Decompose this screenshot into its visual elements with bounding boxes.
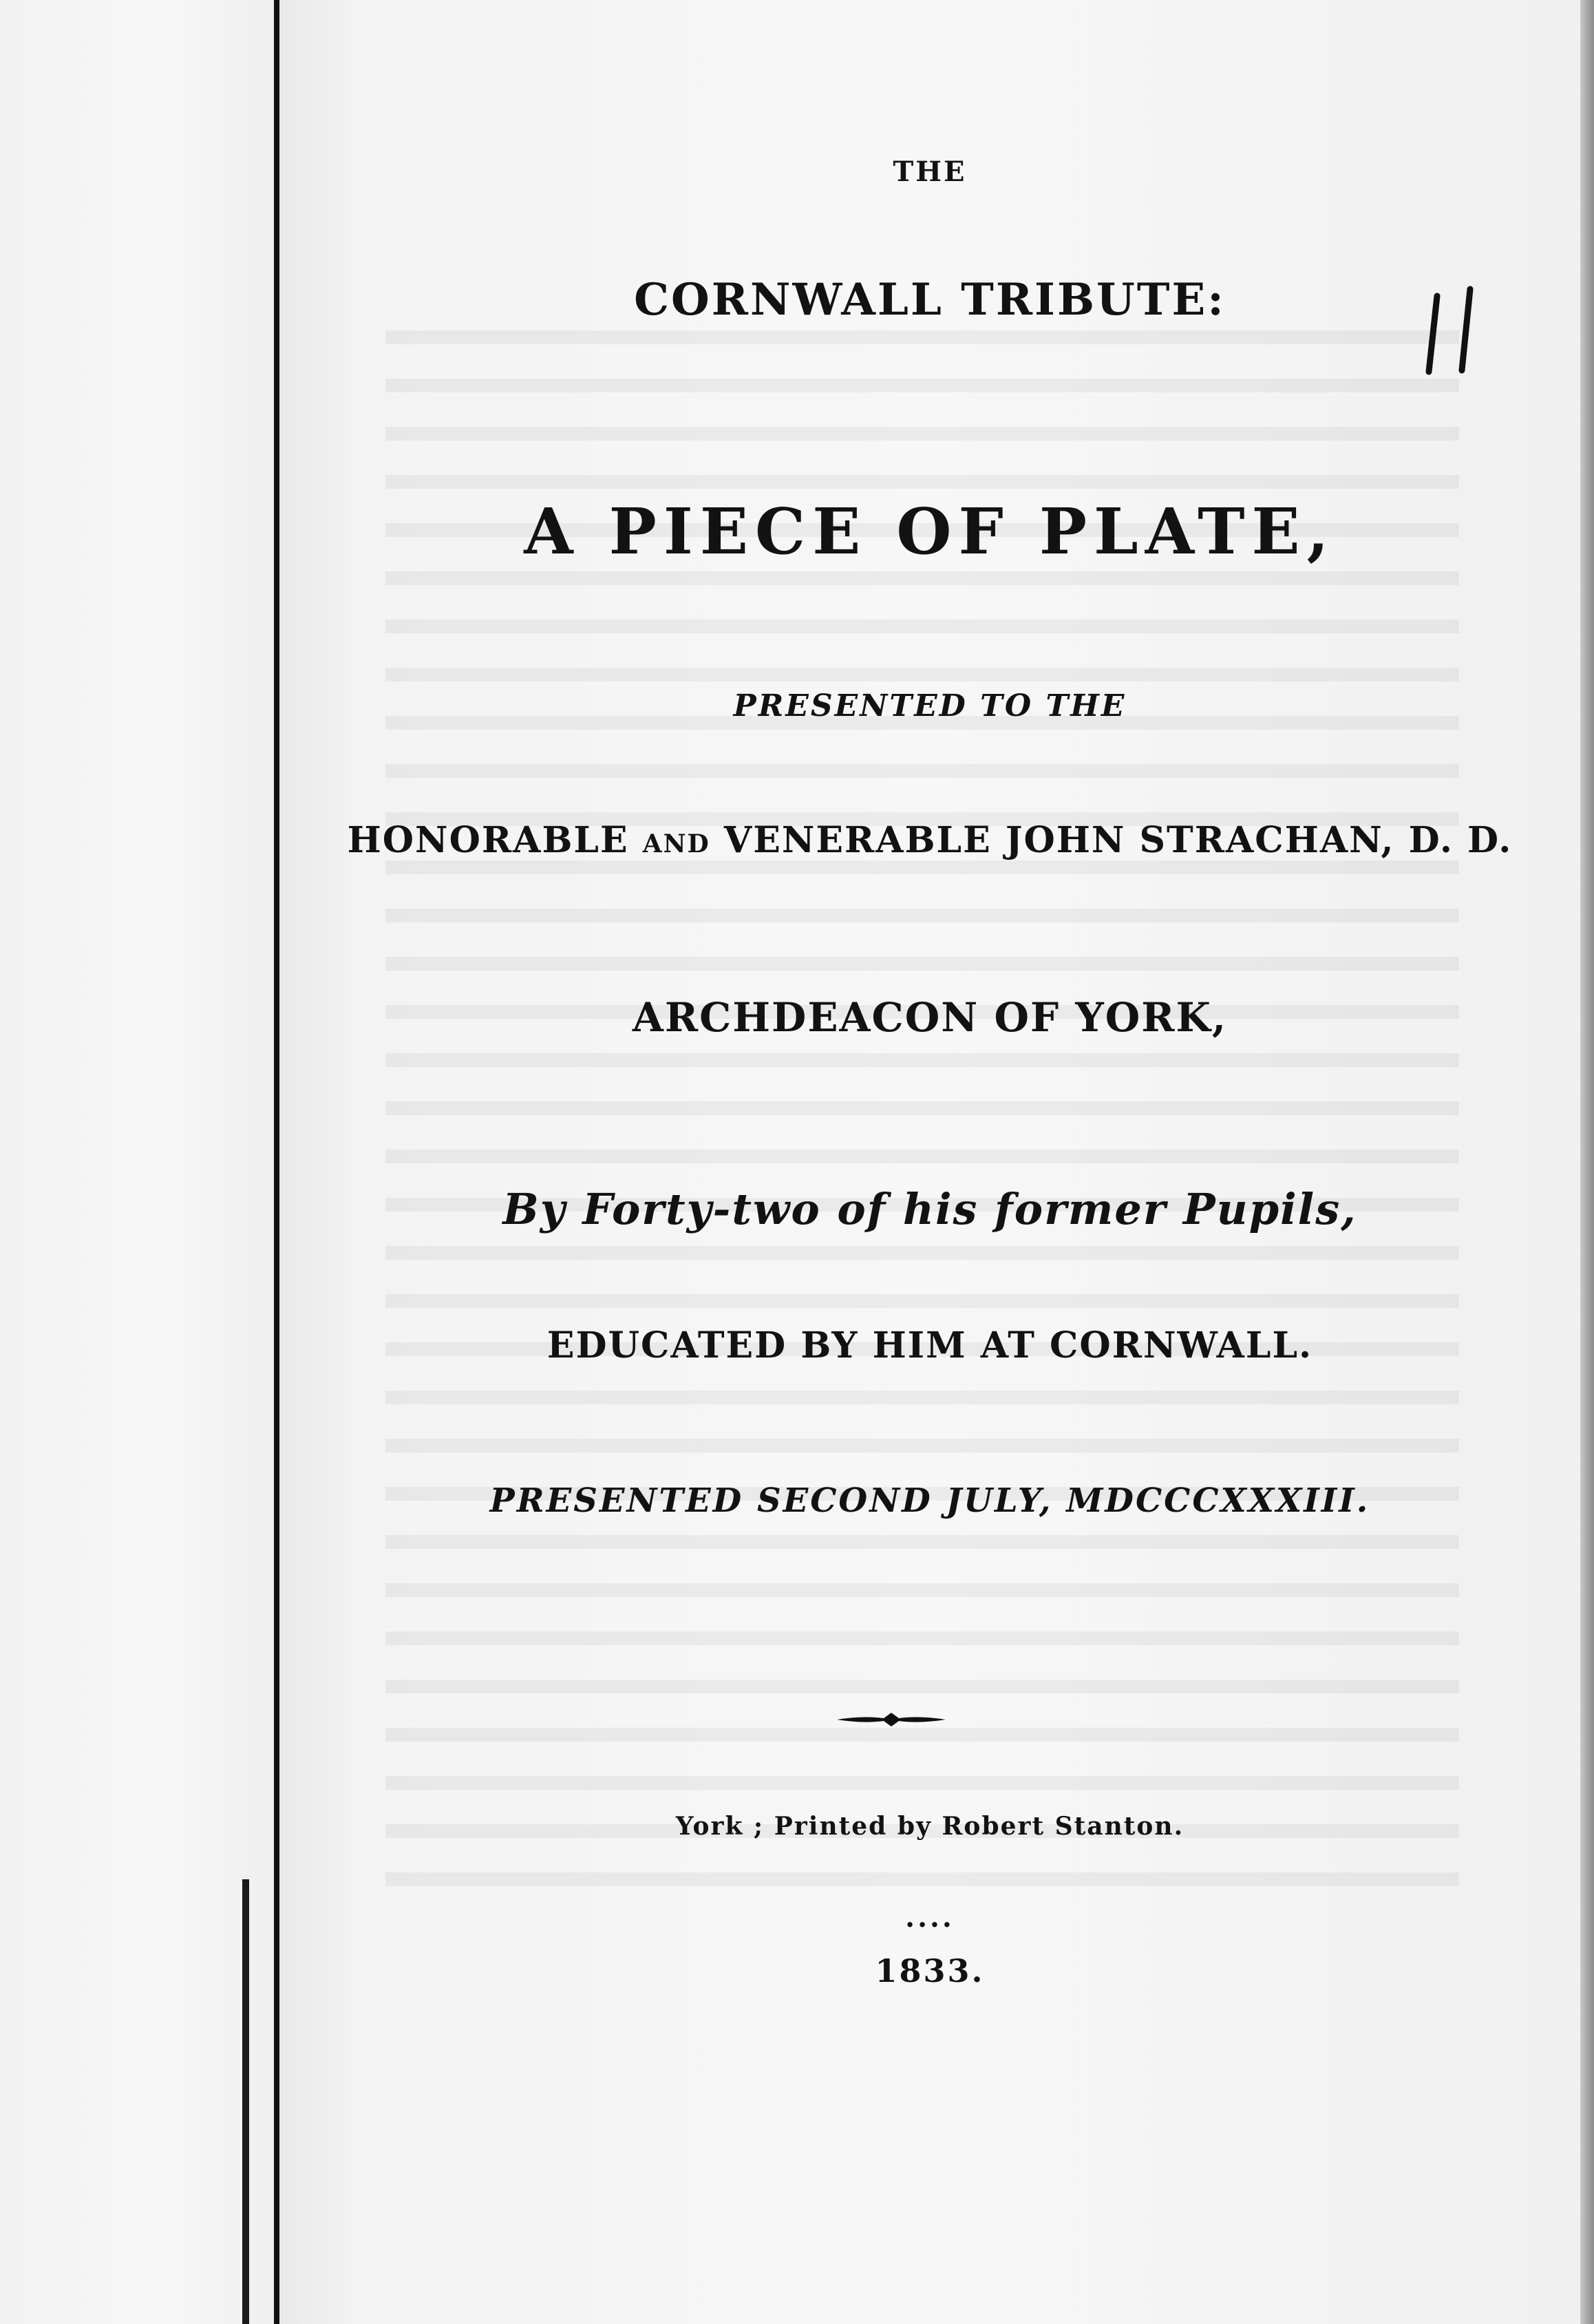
educated-line: EDUCATED BY HIM AT CORNWALL.: [546, 1324, 1313, 1366]
blackletter-pupils-line: By Forty-two of his former Pupils,: [502, 1184, 1357, 1234]
page-edge-shadow: [1580, 0, 1594, 2324]
honoree-conjunction: AND: [642, 830, 710, 858]
gutter-shadow: [242, 1879, 249, 2324]
imprint-dots: ....: [905, 1901, 955, 1934]
office-line: ARCHDEACON OF YORK,: [632, 994, 1228, 1041]
honoree-name: VENERABLE JOHN STRACHAN, D. D.: [723, 819, 1513, 861]
presentation-date: PRESENTED SECOND JULY, MDCCCXXXIII.: [489, 1481, 1370, 1520]
printer-imprint: York ; Printed by Robert Stanton.: [675, 1812, 1184, 1841]
presented-to-line: PRESENTED TO THE: [733, 688, 1127, 723]
page-gutter-line: [274, 0, 279, 2324]
handwritten-page-number: [1416, 282, 1492, 379]
main-title: CORNWALL TRIBUTE:: [634, 274, 1226, 326]
subject-title: A PIECE OF PLATE,: [524, 494, 1336, 569]
honoree-honorific: HONORABLE: [347, 819, 629, 861]
honoree-line: [279, 819, 1580, 861]
title-article: THE: [893, 156, 967, 188]
publication-year: 1833.: [875, 1952, 985, 1989]
rule-diamond-ornament-icon: [836, 1703, 947, 1736]
facing-page-blank: [0, 0, 277, 2324]
